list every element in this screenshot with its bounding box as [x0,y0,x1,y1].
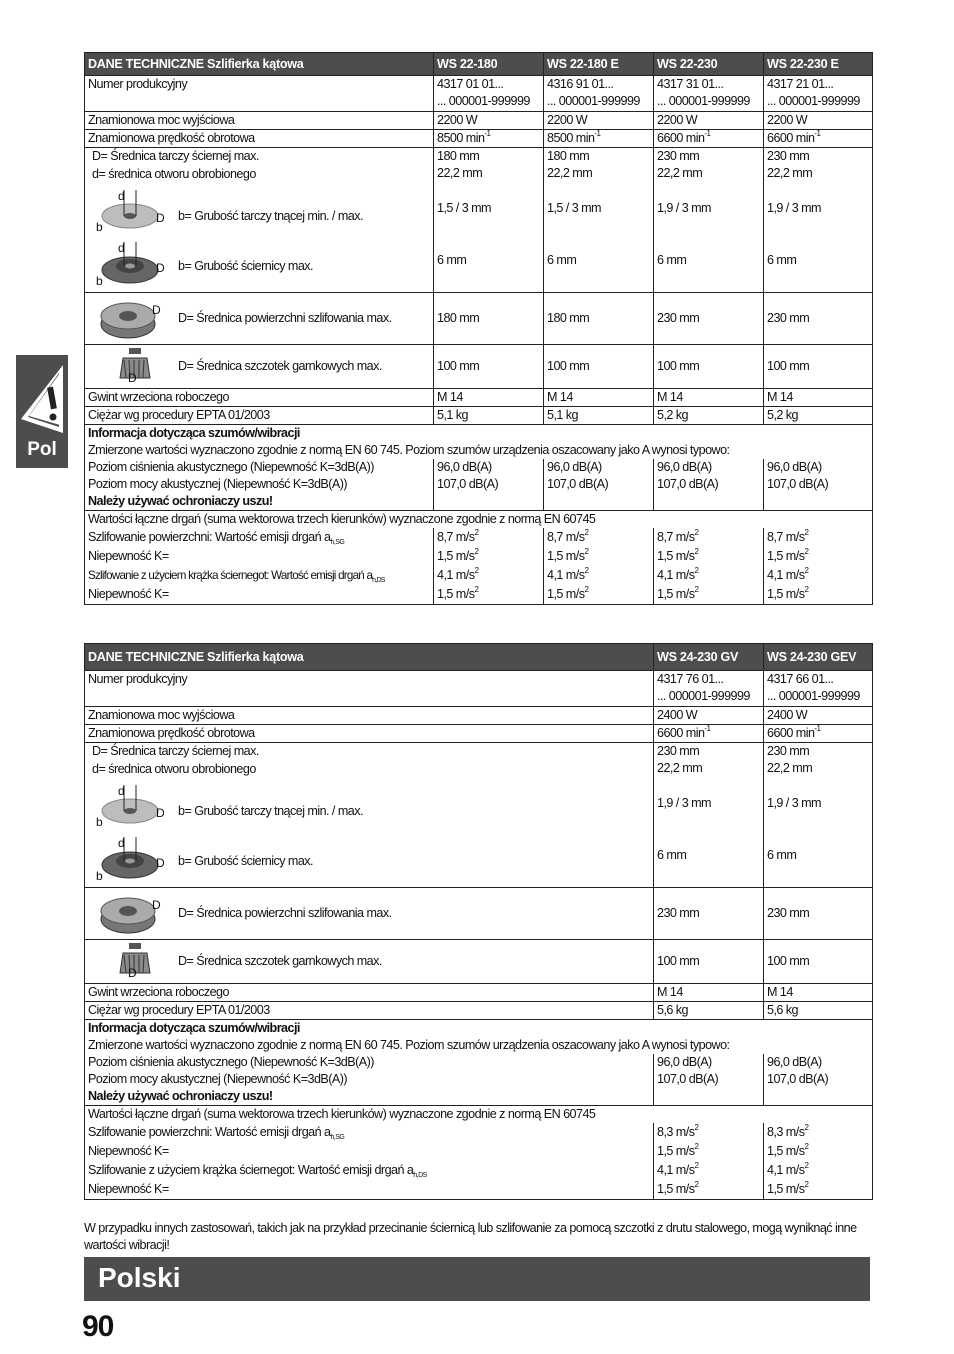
noise-intro: Zmierzone wartości wyznaczono zgodnie z normą EN 60 745. Poziom szumów urządzenia oszacowany jako A wynosi typowo: [85,442,873,459]
diameter-block: D= Średnica tarczy ściernej max. d= średnica otworu obrobionego d b D b= Grubość tarczy tnącej min. / max. d b D b= Grubość ściernicy max. [85,743,654,888]
noise-title: Informacja dotycząca szumów/wibracji [85,425,873,443]
side-tab-label: Pol [27,439,57,460]
table-row [85,130,873,148]
cell-value: 4316 91 01... ... 000001-999999 [544,76,654,112]
table-row [85,407,873,425]
row-label: Gwint wrzeciona roboczego [85,984,654,1002]
diagram-letter-D: D [156,211,165,225]
cell-value: 4317 76 01... ... 000001-999999 [654,671,764,707]
table-row [85,888,873,940]
cell-value: 230 mm [764,888,873,940]
noise-values-row [85,459,873,511]
row-label: Znamionowa prędkość obrotowa [85,725,654,743]
cell-value: 100 mm [764,940,873,984]
cell-value: 96,0 dB(A) 107,0 dB(A) [764,1054,873,1106]
cell-value: 8,3 $m/s^2$ 1,5 $m/s^2$ 4,1 $m/s^2$ 1,5 $m/s^2$ [654,1123,764,1200]
vibration-labels: Szlifowanie powierzchni: Wartość emisji drgań $a_{h,SG}$ Niepewność K= Szlifowanie z użyciem krążka ściernegot: Wartość emisji drgań $a_{h,DS}$ Niepewność K= [85,1123,654,1200]
cell-value: 8,7 $m/s^2$ 1,5 $m/s^2$ 4,1 $m/s^2$ 1,5 $m/s^2$ [434,528,544,605]
model-name: WS 22-230 [654,53,764,76]
vibration-intro: Wartości łączne drgań (suma wektorowa trzech kierunków) wyznaczone zgodnie z normą EN 60745 [85,511,873,529]
cell-value: 2200 W [544,112,654,130]
cell-value: 8,7 $m/s^2$ 1,5 $m/s^2$ 4,1 $m/s^2$ 1,5 $m/s^2$ [764,528,873,605]
vibration-values-row [85,1123,873,1200]
vibration-footnote: W przypadku innych zastosowań, takich jak na przykład przecinanie ściernicą lub szlifowanie za pomocą szczotki z drutu stalowego, mogą wyniknąć inne wartości wibracji! [84,1221,857,1252]
language-banner-label: Polski [98,1262,181,1293]
cell-value: 230 mm 22,2 mm 1,9 / 3 mm 6 mm [764,148,873,293]
cell-value: 8,7 $m/s^2$ 1,5 $m/s^2$ 4,1 $m/s^2$ 1,5 $m/s^2$ [654,528,764,605]
row-label: Znamionowa prędkość obrotowa [85,130,434,148]
cell-value: 4317 66 01... ... 000001-999999 [764,671,873,707]
cell-value: 5,1 kg [434,407,544,425]
cell-value: M 14 [654,389,764,407]
cell-value: 2200 W [434,112,544,130]
vibration-intro-row [85,1106,873,1124]
cell-value: 5,6 kg [654,1002,764,1020]
diagram-letter-b: b [96,869,103,883]
cell-value: 100 mm [764,345,873,389]
cell-value: 180 mm [434,293,544,345]
cell-value: 8500 $\min^{-1}$ [544,130,654,148]
table-row [85,389,873,407]
warning-triangle-icon [16,359,68,439]
row-label: Znamionowa moc wyjściowa [85,707,654,725]
language-side-tab [16,355,68,468]
vibration-intro: Wartości łączne drgań (suma wektorowa trzech kierunków) wyznaczone zgodnie z normą EN 60745 [85,1106,873,1124]
table-row [85,940,873,984]
diagram-letter-D: D [156,261,165,275]
cell-value: 230 mm [764,293,873,345]
cell-value: 100 mm [544,345,654,389]
cell-value: 5,2 kg [654,407,764,425]
cell-value: 2400 W [764,707,873,725]
row-label: Znamionowa moc wyjściowa [85,112,434,130]
diagram-letter-d: d [118,784,125,798]
table-header-row [85,644,873,671]
cell-value: 230 mm [654,293,764,345]
diagram-letter-d: d [118,836,125,850]
cell-value: M 14 [544,389,654,407]
vibration-values-row [85,528,873,605]
diagram-letter-D: D [156,856,165,870]
model-name: WS 22-180 [434,53,544,76]
vibration-intro-row [85,511,873,529]
cell-value: 6600 $\min^{-1}$ [764,725,873,743]
noise-title-row [85,425,873,443]
noise-labels: Poziom ciśnienia akustycznego (Niepewność K=3dB(A)) Poziom mocy akustycznej (Niepewność K=3dB(A)) Należy używać ochroniaczy uszu! [85,459,434,511]
cell-value: 96,0 dB(A) 107,0 dB(A) [544,459,654,511]
row-label: Ciężar wg procedury EPTA 01/2003 [85,407,434,425]
table-row [85,725,873,743]
row-label: D D= Średnica szczotek garnkowych max. [85,940,654,984]
diagram-letter-b: b [96,220,103,234]
table-title: DANE TECHNICZNE Szlifierka kątowa [85,53,434,76]
cell-value: 100 mm [654,345,764,389]
cell-value: 230 mm [654,888,764,940]
language-banner [84,1257,870,1301]
table-row [85,1002,873,1020]
table-row [85,148,873,293]
diagram-letter-d: d [118,241,125,255]
page-number: 90 [82,1310,114,1343]
noise-title: Informacja dotycząca szumów/wibracji [85,1020,873,1038]
table-row [85,707,873,725]
spec-table-1 [84,52,873,605]
noise-intro-row [85,442,873,459]
row-label: Gwint wrzeciona roboczego [85,389,434,407]
model-name: WS 22-180 E [544,53,654,76]
table-row [85,984,873,1002]
cell-value: 6600 $\min^{-1}$ [764,130,873,148]
table-row [85,671,873,707]
vibration-labels: Szlifowanie powierzchni: Wartość emisji drgań $a_{h,SG}$ Niepewność K= Szlifowanie z użyciem krążka ściernegot: Wartość emisji drgań $a_{h,DS}$ Niepewność K= [85,528,434,605]
cell-value: 2200 W [764,112,873,130]
spec-table-2 [84,643,873,1200]
diameter-block: D= Średnica tarczy ściernej max. d= średnica otworu obrobionego d b D b= Grubość tarczy tnącej min. / max. d b D b= Grubość ściernicy max. [85,148,434,293]
row-label: D D= Średnica szczotek garnkowych max. [85,345,434,389]
model-name: WS 24-230 GV [654,644,764,671]
hearing-warning: Należy używać ochroniaczy uszu! [88,1089,273,1103]
table-row [85,743,873,888]
model-name: WS 22-230 E [764,53,873,76]
row-label: D D= Średnica powierzchni szlifowania max. [85,293,434,345]
sanding-pad-icon [98,296,160,342]
table-row [85,293,873,345]
cell-value: 180 mm 22,2 mm 1,5 / 3 mm 6 mm [544,148,654,293]
cell-value: 8,3 $m/s^2$ 1,5 $m/s^2$ 4,1 $m/s^2$ 1,5 $m/s^2$ [764,1123,873,1200]
table-row [85,112,873,130]
cell-value: 96,0 dB(A) 107,0 dB(A) [434,459,544,511]
cell-value: 6600 $\min^{-1}$ [654,130,764,148]
cell-value: 100 mm [434,345,544,389]
diagram-letter-D: D [128,965,137,980]
cell-value: M 14 [764,389,873,407]
cell-value: 8500 $\min^{-1}$ [434,130,544,148]
noise-values-row [85,1054,873,1106]
table-row [85,76,873,112]
noise-labels: Poziom ciśnienia akustycznego (Niepewność K=3dB(A)) Poziom mocy akustycznej (Niepewność K=3dB(A)) Należy używać ochroniaczy uszu! [85,1054,654,1106]
model-name: WS 24-230 GEV [764,644,873,671]
diagram-letter-D: D [152,897,161,912]
cell-value: M 14 [764,984,873,1002]
cell-value: 180 mm 22,2 mm 1,5 / 3 mm 6 mm [434,148,544,293]
cell-value: 8,7 $m/s^2$ 1,5 $m/s^2$ 4,1 $m/s^2$ 1,5 $m/s^2$ [544,528,654,605]
cell-value: 4317 01 01... ... 000001-999999 [434,76,544,112]
row-label: Numer produkcyjny [85,76,434,112]
cell-value: 2200 W [654,112,764,130]
diagram-letter-D: D [128,370,137,385]
cell-value: M 14 [654,984,764,1002]
cell-value: 180 mm [544,293,654,345]
sanding-pad-icon [98,891,160,937]
cell-value: 230 mm 22,2 mm 1,9 / 3 mm 6 mm [764,743,873,888]
diagram-letter-b: b [96,815,103,829]
noise-intro-row [85,1037,873,1054]
row-label: Ciężar wg procedury EPTA 01/2003 [85,1002,654,1020]
cell-value: 96,0 dB(A) 107,0 dB(A) [654,459,764,511]
cell-value: 5,2 kg [764,407,873,425]
table-header-row [85,53,873,76]
cell-value: 2400 W [654,707,764,725]
noise-intro: Zmierzone wartości wyznaczono zgodnie z normą EN 60 745. Poziom szumów urządzenia oszacowany jako A wynosi typowo: [85,1037,873,1054]
cell-value: 4317 31 01... ... 000001-999999 [654,76,764,112]
diagram-letter-d: d [118,189,125,203]
diagram-letter-D: D [152,302,161,317]
cell-value: 96,0 dB(A) 107,0 dB(A) [764,459,873,511]
cell-value: 100 mm [654,940,764,984]
cell-value: 6600 $\min^{-1}$ [654,725,764,743]
cell-value: M 14 [434,389,544,407]
cell-value: 96,0 dB(A) 107,0 dB(A) [654,1054,764,1106]
table-row [85,345,873,389]
cell-value: 5,6 kg [764,1002,873,1020]
table-title: DANE TECHNICZNE Szlifierka kątowa [85,644,654,671]
cell-value: 230 mm 22,2 mm 1,9 / 3 mm 6 mm [654,743,764,888]
noise-title-row [85,1020,873,1038]
hearing-warning: Należy używać ochroniaczy uszu! [88,494,273,508]
cell-value: 4317 21 01... ... 000001-999999 [764,76,873,112]
diagram-letter-b: b [96,274,103,288]
diagram-letter-D: D [156,806,165,820]
row-label: Numer produkcyjny [85,671,654,707]
cell-value: 5,1 kg [544,407,654,425]
row-label: D D= Średnica powierzchni szlifowania max. [85,888,654,940]
cell-value: 230 mm 22,2 mm 1,9 / 3 mm 6 mm [654,148,764,293]
